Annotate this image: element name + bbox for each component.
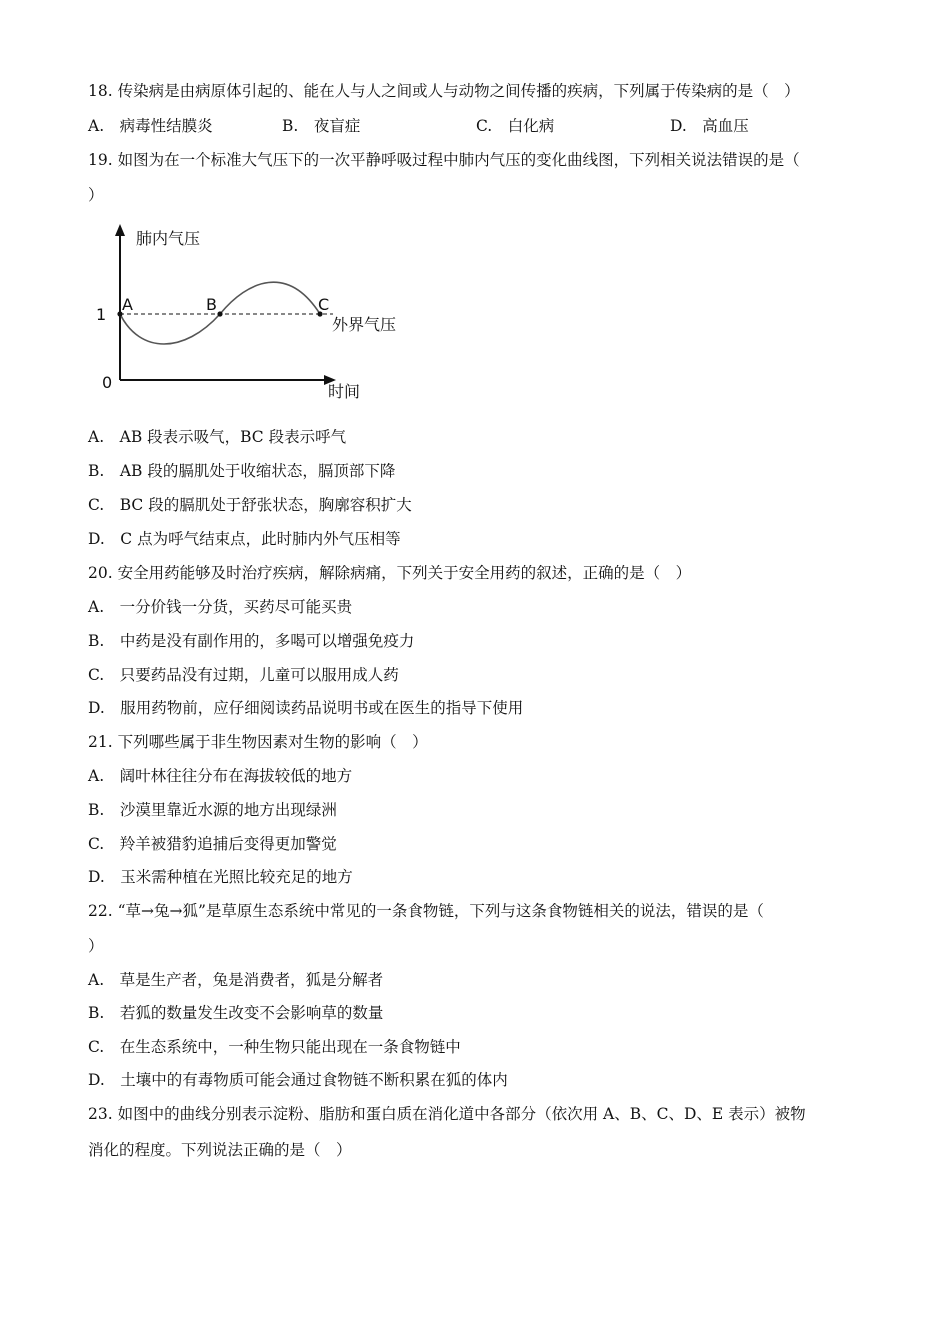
q18-option-a: A. 病毒性结膜炎 — [88, 117, 213, 135]
q19-stem-line1: 19. 如图为在一个标准大气压下的一次平静呼吸过程中肺内气压的变化曲线图，下列相关说法错误的是（ — [88, 151, 800, 169]
q19-option-c: C. BC 段的膈肌处于舒张状态，胸廓容积扩大 — [88, 496, 412, 514]
q23-stem-line1: 23. 如图中的曲线分别表示淀粉、脂肪和蛋白质在消化道中各部分（依次用 A、B、C、D、E 表示）被物 — [88, 1105, 806, 1123]
q20-option-d: D. 服用药物前，应仔细阅读药品说明书或在医生的指导下使用 — [88, 699, 524, 717]
q21-option-b: B. 沙漠里靠近水源的地方出现绿洲 — [88, 801, 337, 819]
q20-option-b: B. 中药是没有副作用的，多喝可以增强免疫力 — [88, 632, 415, 650]
q18-option-d: D. 高血压 — [670, 117, 749, 135]
label-c: C — [318, 295, 330, 314]
q22-option-a: A. 草是生产者，兔是消费者，狐是分解者 — [88, 971, 384, 989]
y-axis-arrow — [115, 224, 125, 236]
lung-pressure-graph — [88, 222, 418, 412]
point-b — [217, 311, 222, 316]
x-axis-label: 时间 — [328, 382, 361, 401]
q22-stem-line2: ） — [88, 937, 104, 955]
q19-option-a: A. AB 段表示吸气，BC 段表示呼气 — [88, 428, 347, 446]
q20-stem: 20. 安全用药能够及时治疗疾病，解除病痛，下列关于安全用药的叙述，正确的是（ ） — [88, 564, 692, 582]
q18-stem: 18. 传染病是由病原体引起的、能在人与人之间或人与动物之间传播的疾病，下列属于传染病的是（ ） — [88, 82, 800, 100]
q22-option-c: C. 在生态系统中，一种生物只能出现在一条食物链中 — [88, 1038, 461, 1056]
q19-option-b: B. AB 段的膈肌处于收缩状态，膈顶部下降 — [88, 462, 396, 480]
label-a: A — [122, 295, 133, 314]
q19-option-d: D. C 点为呼气结束点，此时肺内外气压相等 — [88, 530, 401, 548]
q21-stem: 21. 下列哪些属于非生物因素对生物的影响（ ） — [88, 733, 428, 751]
q20-option-c: C. 只要药品没有过期，儿童可以服用成人药 — [88, 666, 399, 684]
q18-option-b: B. 夜盲症 — [282, 117, 361, 135]
tick-1: 1 — [96, 305, 107, 324]
q21-option-d: D. 玉米需种植在光照比较充足的地方 — [88, 868, 353, 886]
q18-option-c: C. 白化病 — [476, 117, 555, 135]
q23-stem-line2: 消化的程度。下列说法正确的是（ ） — [88, 1141, 352, 1159]
y-axis-label: 肺内气压 — [136, 229, 201, 248]
q19-stem-line2: ） — [88, 186, 104, 204]
tick-0: 0 — [102, 373, 113, 392]
q21-option-a: A. 阔叶林往往分布在海拔较低的地方 — [88, 767, 353, 785]
label-b: B — [206, 295, 217, 314]
q22-option-d: D. 土壤中的有毒物质可能会通过食物链不断积累在狐的体内 — [88, 1071, 508, 1089]
q21-option-c: C. 羚羊被猎豹追捕后变得更加警觉 — [88, 835, 337, 853]
q20-option-a: A. 一分价钱一分货，买药尽可能买贵 — [88, 598, 353, 616]
q22-option-b: B. 若狐的数量发生改变不会影响草的数量 — [88, 1004, 384, 1022]
q22-stem-line1: 22. “草→兔→狐”是草原生态系统中常见的一条食物链，下列与这条食物链相关的说法，错误的是（ — [88, 902, 764, 920]
outside-pressure-label: 外界气压 — [332, 315, 397, 334]
